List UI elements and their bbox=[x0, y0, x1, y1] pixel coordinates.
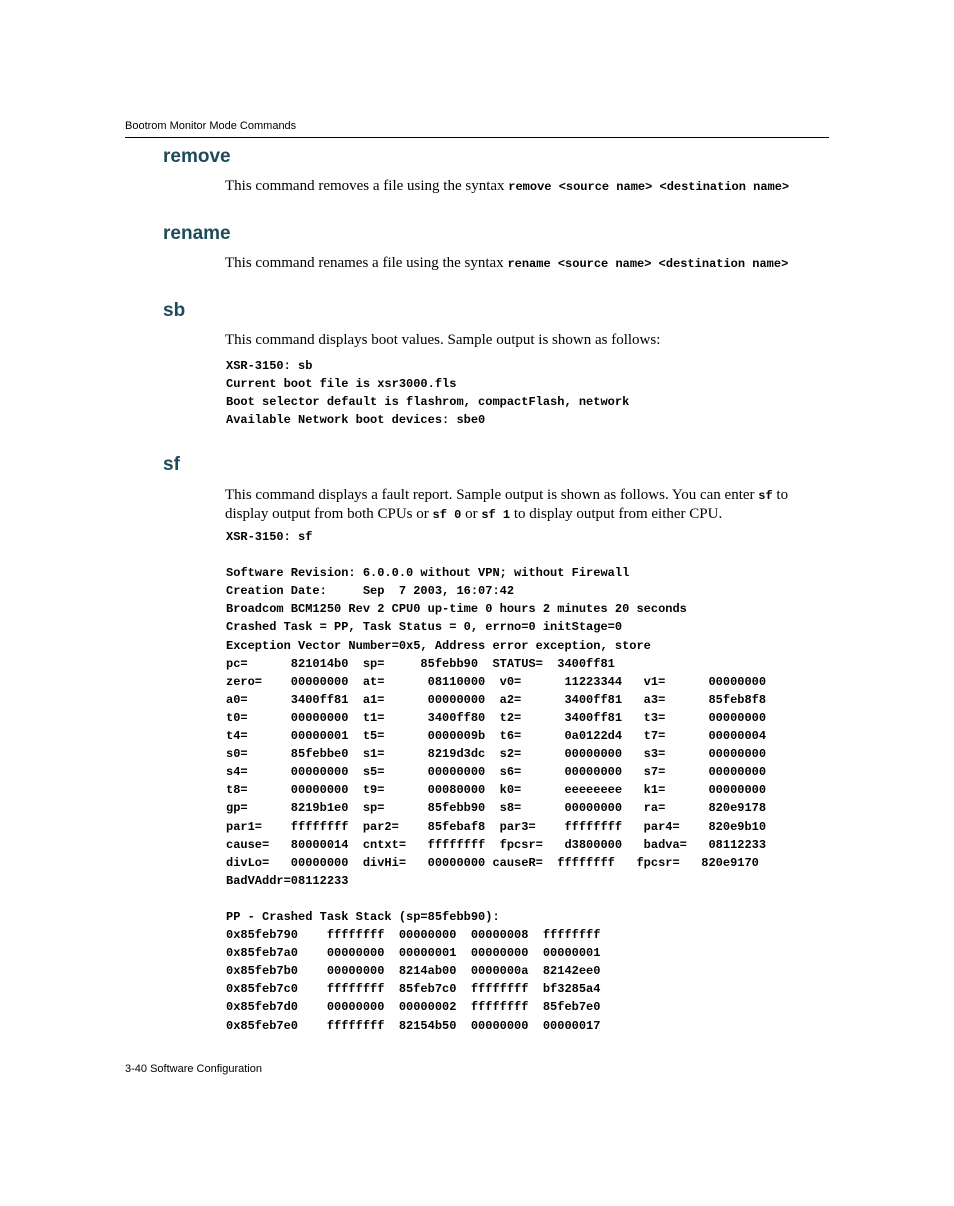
sf-line: divLo= 00000000 divHi= 00000000 causeR= ffffffff fpcsr= 820e9170 bbox=[226, 855, 759, 870]
remove-description bbox=[225, 177, 825, 196]
section-title-sb: sb bbox=[163, 300, 186, 321]
sf-line: t4= 00000001 t5= 0000009b t6= 0a0122d4 t7= 00000004 bbox=[226, 729, 767, 744]
sf-line: BadVAddr=08112233 bbox=[226, 873, 349, 888]
sb-description: This command displays boot values. Sample output is shown as follows: bbox=[225, 332, 661, 348]
sb-output-block bbox=[226, 357, 629, 429]
remove-syntax: remove <source name> <destination name> bbox=[508, 180, 790, 194]
sf-line: Exception Vector Number=0x5, Address error exception, store bbox=[226, 638, 651, 653]
page-footer: 3-40 Software Configuration bbox=[125, 1063, 262, 1075]
sf-desc-part-1: This command displays a fault report. Sample output is shown as follows. You can enter bbox=[225, 487, 759, 503]
section-title-rename: rename bbox=[163, 223, 231, 244]
rename-description bbox=[225, 254, 825, 273]
sb-line: XSR-3150: sb bbox=[226, 359, 313, 373]
sf-line: 0x85feb7d0 00000000 00000002 ffffffff 85feb7e0 bbox=[226, 1000, 601, 1015]
running-header: Bootrom Monitor Mode Commands bbox=[125, 120, 297, 132]
sb-line: Available Network boot devices: sbe0 bbox=[226, 413, 486, 428]
sf-line: t8= 00000000 t9= 00080000 k0= eeeeeeee k1= 00000000 bbox=[226, 783, 767, 798]
sb-line: Boot selector default is flashrom, compactFlash, network bbox=[226, 395, 630, 410]
sf-line: Software Revision: 6.0.0.0 without VPN; without Firewall bbox=[226, 566, 630, 581]
sf-line: gp= 8219b1e0 sp= 85febb90 s8= 00000000 ra= 820e9178 bbox=[226, 801, 767, 816]
sf-desc-part-4: to display output from either CPU. bbox=[510, 506, 723, 522]
sf-code-3: sf 1 bbox=[481, 508, 511, 522]
sf-line: 0x85feb7e0 ffffffff 82154b50 00000000 00000017 bbox=[226, 1018, 601, 1033]
sf-description bbox=[225, 486, 810, 524]
sf-output-block bbox=[226, 528, 766, 1035]
sf-line: cause= 80000014 cntxt= ffffffff fpcsr= d3800000 badva= 08112233 bbox=[226, 837, 767, 852]
sb-line: Current boot file is xsr3000.fls bbox=[226, 377, 457, 392]
sf-line: t0= 00000000 t1= 3400ff80 t2= 3400ff81 t3= 00000000 bbox=[226, 710, 767, 725]
sf-line: 0x85feb7b0 00000000 8214ab00 0000000a 82142ee0 bbox=[226, 964, 601, 979]
rename-description-text: This command renames a file using the syntax bbox=[225, 255, 508, 271]
sf-line: Crashed Task = PP, Task Status = 0, errno=0 initStage=0 bbox=[226, 620, 623, 635]
sf-line: zero= 00000000 at= 08110000 v0= 11223344 v1= 00000000 bbox=[226, 674, 767, 689]
sf-line: XSR-3150: sf bbox=[226, 530, 313, 544]
sf-line: par1= ffffffff par2= 85febaf8 par3= ffffffff par4= 820e9b10 bbox=[226, 819, 767, 834]
sf-line: 0x85feb7c0 ffffffff 85feb7c0 ffffffff bf3285a4 bbox=[226, 982, 601, 997]
sf-line: s0= 85febbe0 s1= 8219d3dc s2= 00000000 s3= 00000000 bbox=[226, 747, 767, 762]
section-title-remove: remove bbox=[163, 146, 231, 167]
sf-desc-part-3: or bbox=[461, 506, 482, 522]
sf-line: pc= 821014b0 sp= 85febb90 STATUS= 3400ff81 bbox=[226, 656, 615, 671]
section-title-sf: sf bbox=[163, 454, 180, 475]
sf-line: a0= 3400ff81 a1= 00000000 a2= 3400ff81 a3= 85feb8f8 bbox=[226, 692, 767, 707]
sf-line: PP - Crashed Task Stack (sp=85febb90): bbox=[226, 909, 500, 924]
sf-line: Broadcom BCM1250 Rev 2 CPU0 up-time 0 hours 2 minutes 20 seconds bbox=[226, 602, 687, 617]
remove-description-text: This command removes a file using the syntax bbox=[225, 178, 509, 194]
sf-line: s4= 00000000 s5= 00000000 s6= 00000000 s7= 00000000 bbox=[226, 765, 767, 780]
sf-desc-part-2: to display output from both CPUs or bbox=[225, 487, 789, 522]
header-rule bbox=[125, 137, 829, 138]
sf-code-1: sf bbox=[758, 489, 773, 503]
sf-code-2: sf 0 bbox=[432, 508, 462, 522]
rename-syntax: rename <source name> <destination name> bbox=[507, 257, 789, 271]
sf-line: 0x85feb790 ffffffff 00000000 00000008 ffffffff bbox=[226, 928, 601, 943]
sf-line: 0x85feb7a0 00000000 00000001 00000000 00000001 bbox=[226, 946, 601, 961]
sf-line: Creation Date: Sep 7 2003, 16:07:42 bbox=[226, 584, 515, 599]
